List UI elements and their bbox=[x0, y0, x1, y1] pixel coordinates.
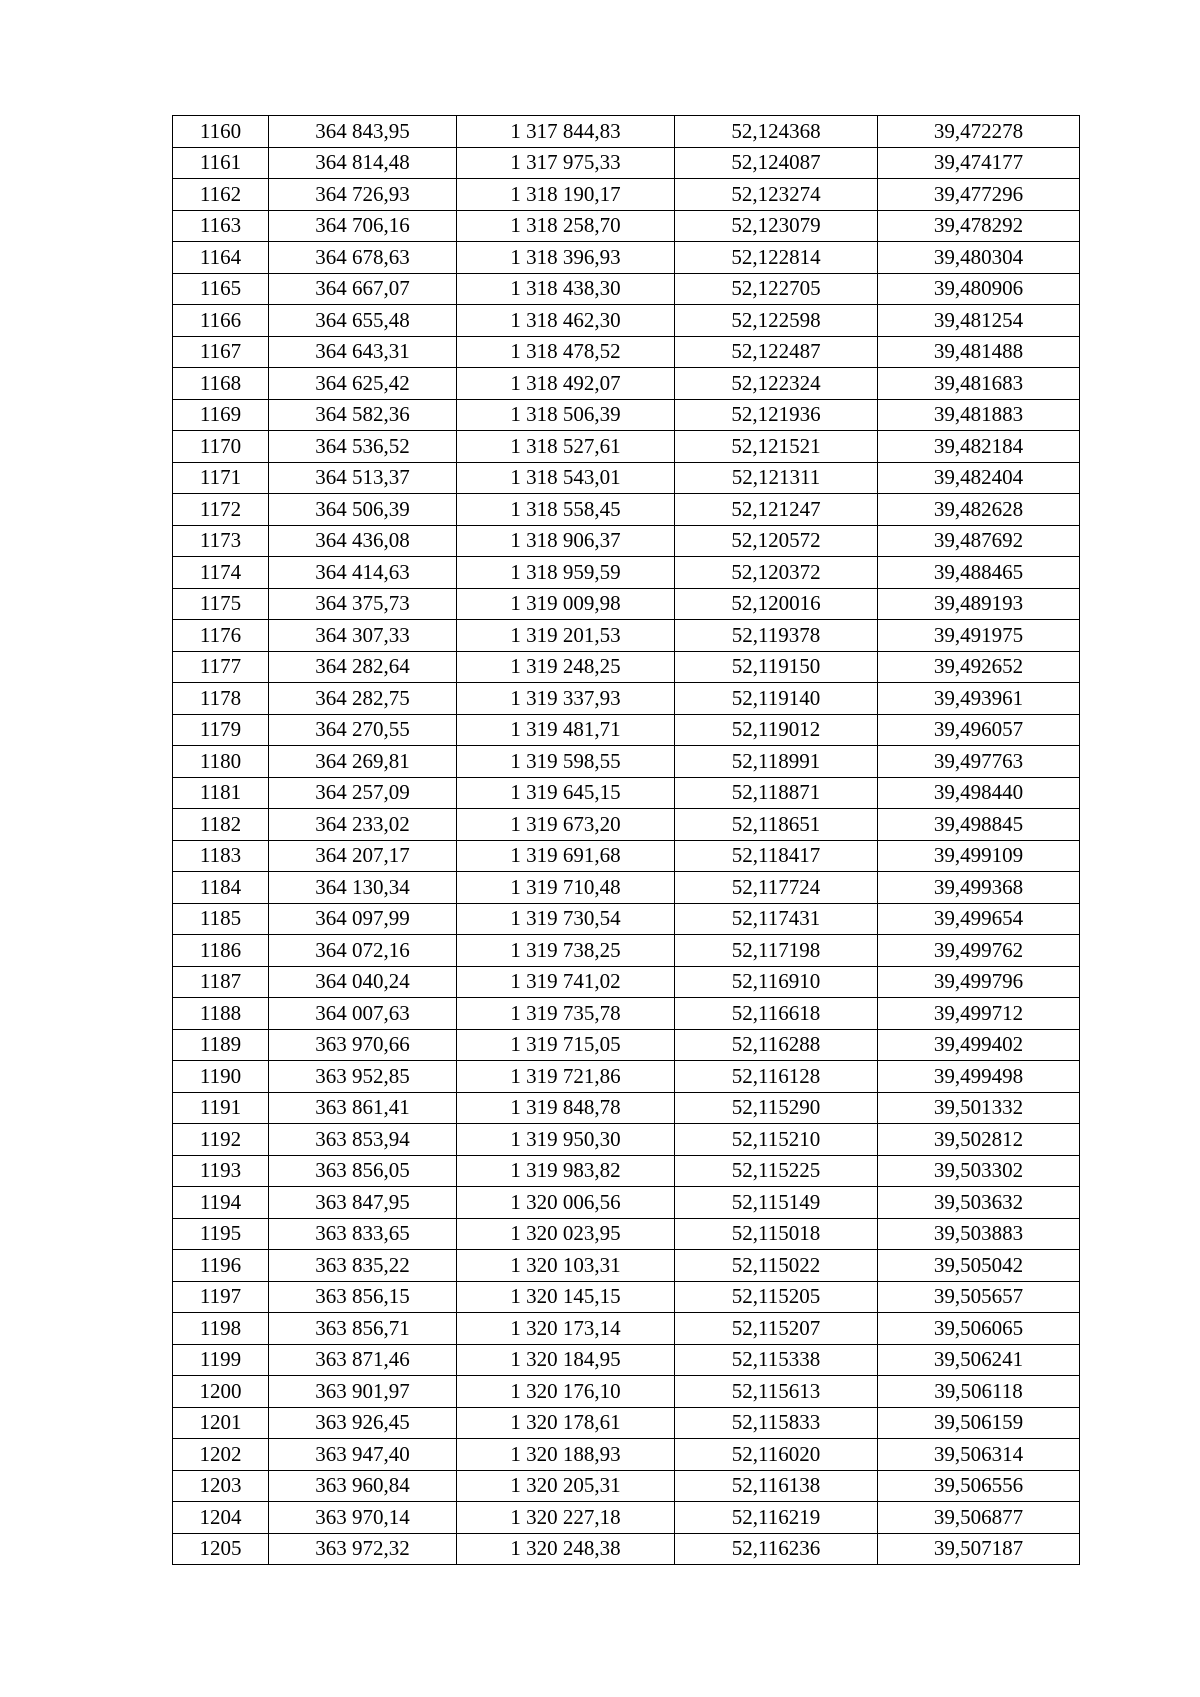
point-number-cell: 1167 bbox=[173, 336, 269, 368]
latitude-cell: 52,115613 bbox=[675, 1376, 878, 1408]
x-coordinate-cell: 363 833,65 bbox=[269, 1218, 457, 1250]
x-coordinate-cell: 364 307,33 bbox=[269, 620, 457, 652]
table-row bbox=[173, 1061, 1080, 1093]
point-number-cell: 1200 bbox=[173, 1376, 269, 1408]
y-coordinate-cell: 1 319 598,55 bbox=[457, 746, 675, 778]
table-row bbox=[173, 1281, 1080, 1313]
table-row bbox=[173, 1187, 1080, 1219]
y-coordinate-cell: 1 318 906,37 bbox=[457, 525, 675, 557]
x-coordinate-cell: 364 207,17 bbox=[269, 840, 457, 872]
table-row bbox=[173, 210, 1080, 242]
point-number-cell: 1201 bbox=[173, 1407, 269, 1439]
latitude-cell: 52,115149 bbox=[675, 1187, 878, 1219]
y-coordinate-cell: 1 320 184,95 bbox=[457, 1344, 675, 1376]
point-number-cell: 1189 bbox=[173, 1029, 269, 1061]
x-coordinate-cell: 363 871,46 bbox=[269, 1344, 457, 1376]
point-number-cell: 1177 bbox=[173, 651, 269, 683]
y-coordinate-cell: 1 318 492,07 bbox=[457, 368, 675, 400]
longitude-cell: 39,482404 bbox=[878, 462, 1080, 494]
y-coordinate-cell: 1 319 248,25 bbox=[457, 651, 675, 683]
x-coordinate-cell: 364 513,37 bbox=[269, 462, 457, 494]
latitude-cell: 52,121247 bbox=[675, 494, 878, 526]
x-coordinate-cell: 364 282,64 bbox=[269, 651, 457, 683]
longitude-cell: 39,507187 bbox=[878, 1533, 1080, 1565]
table-row bbox=[173, 683, 1080, 715]
y-coordinate-cell: 1 318 258,70 bbox=[457, 210, 675, 242]
longitude-cell: 39,503302 bbox=[878, 1155, 1080, 1187]
latitude-cell: 52,119378 bbox=[675, 620, 878, 652]
point-number-cell: 1164 bbox=[173, 242, 269, 274]
latitude-cell: 52,120016 bbox=[675, 588, 878, 620]
y-coordinate-cell: 1 319 741,02 bbox=[457, 966, 675, 998]
latitude-cell: 52,120372 bbox=[675, 557, 878, 589]
table-row bbox=[173, 651, 1080, 683]
y-coordinate-cell: 1 319 735,78 bbox=[457, 998, 675, 1030]
latitude-cell: 52,119012 bbox=[675, 714, 878, 746]
latitude-cell: 52,115207 bbox=[675, 1313, 878, 1345]
point-number-cell: 1205 bbox=[173, 1533, 269, 1565]
point-number-cell: 1195 bbox=[173, 1218, 269, 1250]
x-coordinate-cell: 364 233,02 bbox=[269, 809, 457, 841]
y-coordinate-cell: 1 319 738,25 bbox=[457, 935, 675, 967]
point-number-cell: 1170 bbox=[173, 431, 269, 463]
y-coordinate-cell: 1 318 959,59 bbox=[457, 557, 675, 589]
longitude-cell: 39,472278 bbox=[878, 116, 1080, 148]
coordinates-table bbox=[172, 115, 1080, 1565]
longitude-cell: 39,482628 bbox=[878, 494, 1080, 526]
point-number-cell: 1174 bbox=[173, 557, 269, 589]
table-row bbox=[173, 872, 1080, 904]
point-number-cell: 1176 bbox=[173, 620, 269, 652]
point-number-cell: 1171 bbox=[173, 462, 269, 494]
table-row bbox=[173, 1533, 1080, 1565]
point-number-cell: 1181 bbox=[173, 777, 269, 809]
latitude-cell: 52,116288 bbox=[675, 1029, 878, 1061]
x-coordinate-cell: 363 861,41 bbox=[269, 1092, 457, 1124]
longitude-cell: 39,499762 bbox=[878, 935, 1080, 967]
x-coordinate-cell: 364 506,39 bbox=[269, 494, 457, 526]
point-number-cell: 1184 bbox=[173, 872, 269, 904]
table-row bbox=[173, 935, 1080, 967]
latitude-cell: 52,121521 bbox=[675, 431, 878, 463]
table-row bbox=[173, 1470, 1080, 1502]
point-number-cell: 1169 bbox=[173, 399, 269, 431]
longitude-cell: 39,480304 bbox=[878, 242, 1080, 274]
x-coordinate-cell: 364 843,95 bbox=[269, 116, 457, 148]
latitude-cell: 52,115205 bbox=[675, 1281, 878, 1313]
longitude-cell: 39,499498 bbox=[878, 1061, 1080, 1093]
y-coordinate-cell: 1 319 691,68 bbox=[457, 840, 675, 872]
table-row bbox=[173, 998, 1080, 1030]
x-coordinate-cell: 363 970,14 bbox=[269, 1502, 457, 1534]
x-coordinate-cell: 364 726,93 bbox=[269, 179, 457, 211]
latitude-cell: 52,124368 bbox=[675, 116, 878, 148]
table-row bbox=[173, 809, 1080, 841]
y-coordinate-cell: 1 318 190,17 bbox=[457, 179, 675, 211]
point-number-cell: 1161 bbox=[173, 147, 269, 179]
latitude-cell: 52,119150 bbox=[675, 651, 878, 683]
x-coordinate-cell: 364 375,73 bbox=[269, 588, 457, 620]
x-coordinate-cell: 364 667,07 bbox=[269, 273, 457, 305]
latitude-cell: 52,115290 bbox=[675, 1092, 878, 1124]
table-row bbox=[173, 179, 1080, 211]
longitude-cell: 39,478292 bbox=[878, 210, 1080, 242]
x-coordinate-cell: 363 856,71 bbox=[269, 1313, 457, 1345]
point-number-cell: 1192 bbox=[173, 1124, 269, 1156]
table-row bbox=[173, 242, 1080, 274]
longitude-cell: 39,503883 bbox=[878, 1218, 1080, 1250]
point-number-cell: 1182 bbox=[173, 809, 269, 841]
y-coordinate-cell: 1 318 396,93 bbox=[457, 242, 675, 274]
table-row bbox=[173, 399, 1080, 431]
table-row bbox=[173, 462, 1080, 494]
table-row bbox=[173, 273, 1080, 305]
x-coordinate-cell: 364 097,99 bbox=[269, 903, 457, 935]
y-coordinate-cell: 1 320 006,56 bbox=[457, 1187, 675, 1219]
point-number-cell: 1180 bbox=[173, 746, 269, 778]
y-coordinate-cell: 1 320 145,15 bbox=[457, 1281, 675, 1313]
x-coordinate-cell: 364 007,63 bbox=[269, 998, 457, 1030]
table-row bbox=[173, 305, 1080, 337]
latitude-cell: 52,115833 bbox=[675, 1407, 878, 1439]
longitude-cell: 39,496057 bbox=[878, 714, 1080, 746]
latitude-cell: 52,118871 bbox=[675, 777, 878, 809]
y-coordinate-cell: 1 320 248,38 bbox=[457, 1533, 675, 1565]
x-coordinate-cell: 363 835,22 bbox=[269, 1250, 457, 1282]
point-number-cell: 1196 bbox=[173, 1250, 269, 1282]
latitude-cell: 52,115338 bbox=[675, 1344, 878, 1376]
x-coordinate-cell: 364 040,24 bbox=[269, 966, 457, 998]
y-coordinate-cell: 1 318 462,30 bbox=[457, 305, 675, 337]
table-row bbox=[173, 336, 1080, 368]
longitude-cell: 39,487692 bbox=[878, 525, 1080, 557]
point-number-cell: 1199 bbox=[173, 1344, 269, 1376]
table-row bbox=[173, 588, 1080, 620]
point-number-cell: 1187 bbox=[173, 966, 269, 998]
latitude-cell: 52,121311 bbox=[675, 462, 878, 494]
latitude-cell: 52,116128 bbox=[675, 1061, 878, 1093]
table-row bbox=[173, 1344, 1080, 1376]
longitude-cell: 39,491975 bbox=[878, 620, 1080, 652]
x-coordinate-cell: 363 970,66 bbox=[269, 1029, 457, 1061]
latitude-cell: 52,116138 bbox=[675, 1470, 878, 1502]
y-coordinate-cell: 1 317 975,33 bbox=[457, 147, 675, 179]
longitude-cell: 39,480906 bbox=[878, 273, 1080, 305]
y-coordinate-cell: 1 319 950,30 bbox=[457, 1124, 675, 1156]
longitude-cell: 39,501332 bbox=[878, 1092, 1080, 1124]
longitude-cell: 39,502812 bbox=[878, 1124, 1080, 1156]
y-coordinate-cell: 1 318 543,01 bbox=[457, 462, 675, 494]
y-coordinate-cell: 1 320 227,18 bbox=[457, 1502, 675, 1534]
y-coordinate-cell: 1 319 201,53 bbox=[457, 620, 675, 652]
x-coordinate-cell: 364 436,08 bbox=[269, 525, 457, 557]
table-row bbox=[173, 714, 1080, 746]
x-coordinate-cell: 363 947,40 bbox=[269, 1439, 457, 1471]
y-coordinate-cell: 1 320 103,31 bbox=[457, 1250, 675, 1282]
y-coordinate-cell: 1 318 506,39 bbox=[457, 399, 675, 431]
latitude-cell: 52,117431 bbox=[675, 903, 878, 935]
y-coordinate-cell: 1 320 188,93 bbox=[457, 1439, 675, 1471]
x-coordinate-cell: 363 952,85 bbox=[269, 1061, 457, 1093]
latitude-cell: 52,115022 bbox=[675, 1250, 878, 1282]
x-coordinate-cell: 363 856,15 bbox=[269, 1281, 457, 1313]
point-number-cell: 1178 bbox=[173, 683, 269, 715]
x-coordinate-cell: 364 625,42 bbox=[269, 368, 457, 400]
table-row bbox=[173, 1092, 1080, 1124]
latitude-cell: 52,117198 bbox=[675, 935, 878, 967]
table-row bbox=[173, 431, 1080, 463]
latitude-cell: 52,122598 bbox=[675, 305, 878, 337]
coordinates-table-body bbox=[173, 116, 1080, 1565]
longitude-cell: 39,505042 bbox=[878, 1250, 1080, 1282]
x-coordinate-cell: 364 655,48 bbox=[269, 305, 457, 337]
x-coordinate-cell: 363 847,95 bbox=[269, 1187, 457, 1219]
longitude-cell: 39,506314 bbox=[878, 1439, 1080, 1471]
y-coordinate-cell: 1 319 645,15 bbox=[457, 777, 675, 809]
latitude-cell: 52,116618 bbox=[675, 998, 878, 1030]
x-coordinate-cell: 364 536,52 bbox=[269, 431, 457, 463]
longitude-cell: 39,506159 bbox=[878, 1407, 1080, 1439]
latitude-cell: 52,115018 bbox=[675, 1218, 878, 1250]
y-coordinate-cell: 1 319 721,86 bbox=[457, 1061, 675, 1093]
point-number-cell: 1162 bbox=[173, 179, 269, 211]
y-coordinate-cell: 1 318 438,30 bbox=[457, 273, 675, 305]
longitude-cell: 39,481883 bbox=[878, 399, 1080, 431]
x-coordinate-cell: 364 270,55 bbox=[269, 714, 457, 746]
longitude-cell: 39,489193 bbox=[878, 588, 1080, 620]
x-coordinate-cell: 364 269,81 bbox=[269, 746, 457, 778]
latitude-cell: 52,116236 bbox=[675, 1533, 878, 1565]
table-row bbox=[173, 1502, 1080, 1534]
y-coordinate-cell: 1 317 844,83 bbox=[457, 116, 675, 148]
latitude-cell: 52,122705 bbox=[675, 273, 878, 305]
point-number-cell: 1190 bbox=[173, 1061, 269, 1093]
point-number-cell: 1166 bbox=[173, 305, 269, 337]
table-row bbox=[173, 777, 1080, 809]
point-number-cell: 1193 bbox=[173, 1155, 269, 1187]
x-coordinate-cell: 364 130,34 bbox=[269, 872, 457, 904]
point-number-cell: 1194 bbox=[173, 1187, 269, 1219]
table-row bbox=[173, 1218, 1080, 1250]
point-number-cell: 1191 bbox=[173, 1092, 269, 1124]
longitude-cell: 39,506241 bbox=[878, 1344, 1080, 1376]
point-number-cell: 1198 bbox=[173, 1313, 269, 1345]
longitude-cell: 39,497763 bbox=[878, 746, 1080, 778]
latitude-cell: 52,123079 bbox=[675, 210, 878, 242]
table-row bbox=[173, 966, 1080, 998]
latitude-cell: 52,118651 bbox=[675, 809, 878, 841]
x-coordinate-cell: 364 678,63 bbox=[269, 242, 457, 274]
point-number-cell: 1160 bbox=[173, 116, 269, 148]
y-coordinate-cell: 1 320 176,10 bbox=[457, 1376, 675, 1408]
longitude-cell: 39,482184 bbox=[878, 431, 1080, 463]
latitude-cell: 52,122814 bbox=[675, 242, 878, 274]
longitude-cell: 39,506118 bbox=[878, 1376, 1080, 1408]
longitude-cell: 39,481683 bbox=[878, 368, 1080, 400]
point-number-cell: 1197 bbox=[173, 1281, 269, 1313]
table-row bbox=[173, 1155, 1080, 1187]
point-number-cell: 1179 bbox=[173, 714, 269, 746]
x-coordinate-cell: 363 901,97 bbox=[269, 1376, 457, 1408]
table-row bbox=[173, 1029, 1080, 1061]
longitude-cell: 39,498440 bbox=[878, 777, 1080, 809]
longitude-cell: 39,492652 bbox=[878, 651, 1080, 683]
x-coordinate-cell: 364 706,16 bbox=[269, 210, 457, 242]
longitude-cell: 39,499654 bbox=[878, 903, 1080, 935]
longitude-cell: 39,503632 bbox=[878, 1187, 1080, 1219]
x-coordinate-cell: 364 414,63 bbox=[269, 557, 457, 589]
table-row bbox=[173, 620, 1080, 652]
x-coordinate-cell: 364 582,36 bbox=[269, 399, 457, 431]
latitude-cell: 52,118991 bbox=[675, 746, 878, 778]
point-number-cell: 1183 bbox=[173, 840, 269, 872]
y-coordinate-cell: 1 320 173,14 bbox=[457, 1313, 675, 1345]
x-coordinate-cell: 364 814,48 bbox=[269, 147, 457, 179]
longitude-cell: 39,481488 bbox=[878, 336, 1080, 368]
point-number-cell: 1173 bbox=[173, 525, 269, 557]
table-row bbox=[173, 1439, 1080, 1471]
point-number-cell: 1172 bbox=[173, 494, 269, 526]
point-number-cell: 1175 bbox=[173, 588, 269, 620]
latitude-cell: 52,122487 bbox=[675, 336, 878, 368]
table-row bbox=[173, 147, 1080, 179]
longitude-cell: 39,499402 bbox=[878, 1029, 1080, 1061]
longitude-cell: 39,493961 bbox=[878, 683, 1080, 715]
table-row bbox=[173, 1407, 1080, 1439]
longitude-cell: 39,499368 bbox=[878, 872, 1080, 904]
longitude-cell: 39,505657 bbox=[878, 1281, 1080, 1313]
y-coordinate-cell: 1 319 009,98 bbox=[457, 588, 675, 620]
y-coordinate-cell: 1 320 205,31 bbox=[457, 1470, 675, 1502]
latitude-cell: 52,124087 bbox=[675, 147, 878, 179]
table-row bbox=[173, 525, 1080, 557]
table-row bbox=[173, 1250, 1080, 1282]
point-number-cell: 1185 bbox=[173, 903, 269, 935]
point-number-cell: 1168 bbox=[173, 368, 269, 400]
x-coordinate-cell: 363 856,05 bbox=[269, 1155, 457, 1187]
latitude-cell: 52,121936 bbox=[675, 399, 878, 431]
table-row bbox=[173, 557, 1080, 589]
longitude-cell: 39,499109 bbox=[878, 840, 1080, 872]
x-coordinate-cell: 363 960,84 bbox=[269, 1470, 457, 1502]
y-coordinate-cell: 1 318 527,61 bbox=[457, 431, 675, 463]
y-coordinate-cell: 1 319 710,48 bbox=[457, 872, 675, 904]
y-coordinate-cell: 1 320 023,95 bbox=[457, 1218, 675, 1250]
point-number-cell: 1204 bbox=[173, 1502, 269, 1534]
table-row bbox=[173, 1313, 1080, 1345]
table-row bbox=[173, 494, 1080, 526]
longitude-cell: 39,499712 bbox=[878, 998, 1080, 1030]
longitude-cell: 39,506556 bbox=[878, 1470, 1080, 1502]
longitude-cell: 39,498845 bbox=[878, 809, 1080, 841]
x-coordinate-cell: 364 282,75 bbox=[269, 683, 457, 715]
x-coordinate-cell: 363 926,45 bbox=[269, 1407, 457, 1439]
latitude-cell: 52,116020 bbox=[675, 1439, 878, 1471]
longitude-cell: 39,477296 bbox=[878, 179, 1080, 211]
latitude-cell: 52,116910 bbox=[675, 966, 878, 998]
point-number-cell: 1165 bbox=[173, 273, 269, 305]
table-row bbox=[173, 368, 1080, 400]
point-number-cell: 1202 bbox=[173, 1439, 269, 1471]
longitude-cell: 39,506877 bbox=[878, 1502, 1080, 1534]
y-coordinate-cell: 1 319 983,82 bbox=[457, 1155, 675, 1187]
point-number-cell: 1186 bbox=[173, 935, 269, 967]
y-coordinate-cell: 1 319 730,54 bbox=[457, 903, 675, 935]
y-coordinate-cell: 1 318 478,52 bbox=[457, 336, 675, 368]
table-row bbox=[173, 1376, 1080, 1408]
x-coordinate-cell: 364 257,09 bbox=[269, 777, 457, 809]
latitude-cell: 52,116219 bbox=[675, 1502, 878, 1534]
longitude-cell: 39,481254 bbox=[878, 305, 1080, 337]
y-coordinate-cell: 1 319 848,78 bbox=[457, 1092, 675, 1124]
x-coordinate-cell: 364 072,16 bbox=[269, 935, 457, 967]
y-coordinate-cell: 1 319 337,93 bbox=[457, 683, 675, 715]
latitude-cell: 52,120572 bbox=[675, 525, 878, 557]
x-coordinate-cell: 364 643,31 bbox=[269, 336, 457, 368]
y-coordinate-cell: 1 319 715,05 bbox=[457, 1029, 675, 1061]
table-row bbox=[173, 116, 1080, 148]
y-coordinate-cell: 1 319 481,71 bbox=[457, 714, 675, 746]
latitude-cell: 52,117724 bbox=[675, 872, 878, 904]
point-number-cell: 1163 bbox=[173, 210, 269, 242]
point-number-cell: 1188 bbox=[173, 998, 269, 1030]
longitude-cell: 39,474177 bbox=[878, 147, 1080, 179]
table-row bbox=[173, 746, 1080, 778]
latitude-cell: 52,122324 bbox=[675, 368, 878, 400]
y-coordinate-cell: 1 318 558,45 bbox=[457, 494, 675, 526]
point-number-cell: 1203 bbox=[173, 1470, 269, 1502]
table-row bbox=[173, 903, 1080, 935]
table-row bbox=[173, 1124, 1080, 1156]
x-coordinate-cell: 363 853,94 bbox=[269, 1124, 457, 1156]
longitude-cell: 39,499796 bbox=[878, 966, 1080, 998]
latitude-cell: 52,118417 bbox=[675, 840, 878, 872]
latitude-cell: 52,123274 bbox=[675, 179, 878, 211]
y-coordinate-cell: 1 320 178,61 bbox=[457, 1407, 675, 1439]
x-coordinate-cell: 363 972,32 bbox=[269, 1533, 457, 1565]
y-coordinate-cell: 1 319 673,20 bbox=[457, 809, 675, 841]
latitude-cell: 52,115210 bbox=[675, 1124, 878, 1156]
latitude-cell: 52,119140 bbox=[675, 683, 878, 715]
table-row bbox=[173, 840, 1080, 872]
longitude-cell: 39,488465 bbox=[878, 557, 1080, 589]
longitude-cell: 39,506065 bbox=[878, 1313, 1080, 1345]
latitude-cell: 52,115225 bbox=[675, 1155, 878, 1187]
